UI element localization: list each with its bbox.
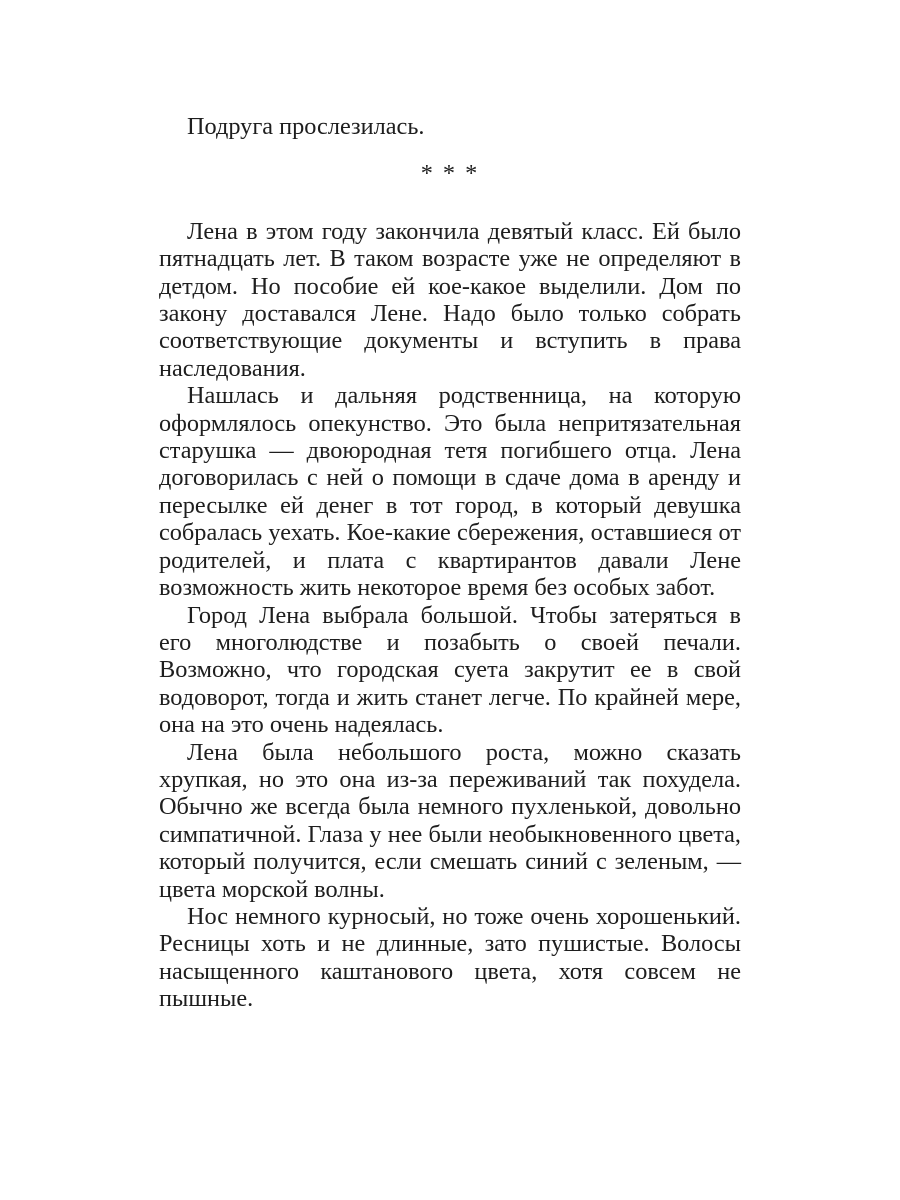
paragraph-5: Нос немного курносый, но тоже очень хорошенький. Ресницы хоть и не длинные, зато пушистые. Волосы насыщенного каштанового цвета, хотя совсем не пышные. <box>159 902 741 1013</box>
paragraph-2: Нашлась и дальняя родственница, на которую оформлялось опекунство. Это была непритязательная старушка — двоюродная тетя погибшего отца. Лена договорилась с ней о помощи в сдаче дома в аренду и пересылке ей денег в тот город, в который девушка собралась уехать. Кое-какие сбережения, оставшиеся от родителей, и плата с квартирантов давали Лене возможность жить некоторое время без особых забот. <box>159 382 741 602</box>
paragraph-3: Город Лена выбрала большой. Чтобы затеряться в его многолюдстве и позабыть о своей печали. Возможно, что городская суета закрутит ее в свой водоворот, тогда и жить станет легче. По крайней мере, она на это очень надеялась. <box>159 601 741 739</box>
page-text <box>159 113 741 1013</box>
opening-line: Подруга прослезилась. <box>187 113 425 140</box>
section-separator: * * * <box>420 160 480 188</box>
paragraph-1: Лена в этом году закончила девятый класс. Ей было пятнадцать лет. В таком возрасте уже не определяют в детдом. Но пособие ей кое-какое выделили. Дом по закону доставался Лене. Надо было только собрать соответствующие документы и вступить в права наследования. <box>159 217 741 382</box>
paragraph-4: Лена была небольшого роста, можно сказать хрупкая, но это она из-за переживаний так похудела. Обычно же всегда была немного пухленькой, довольно симпатичной. Глаза у нее были необыкновенного цвета, который получится, если смешать синий с зеленым, — цвета морской волны. <box>159 738 741 903</box>
